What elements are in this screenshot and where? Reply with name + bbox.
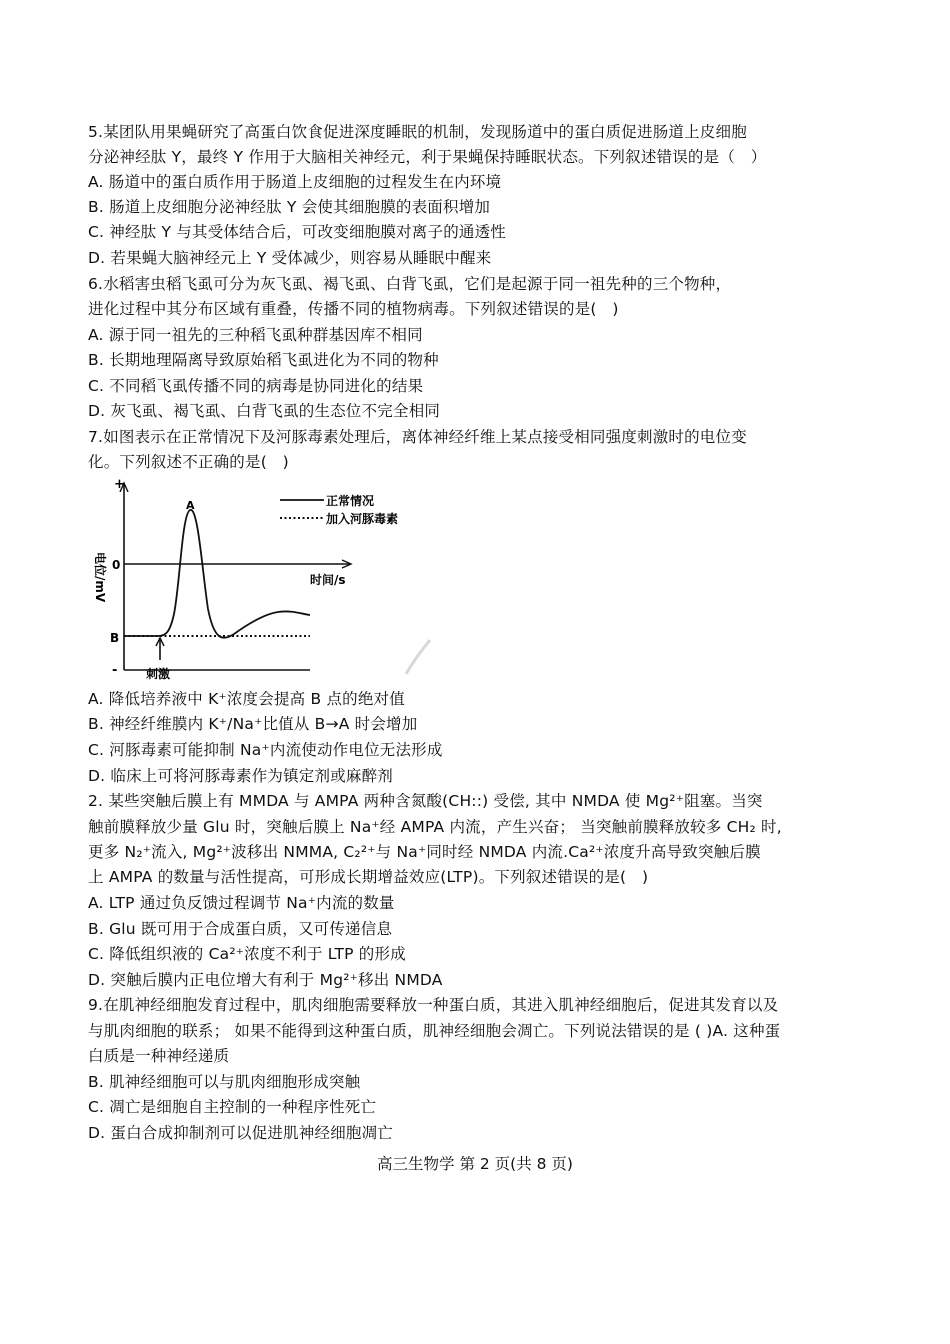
q6-stem-line2: 进化过程中其分布区域有重叠，传播不同的植物病毒。下列叙述错误的是( ) xyxy=(88,300,619,318)
q8-stem-line1: 2. 某些突触后膜上有 MMDA 与 AMPA 两种含氮酸(CH::) 受偿, 其中 NMDA 使 Mg²⁺阻塞。当突 xyxy=(88,792,763,810)
q9-stem-line2: 与肌肉细胞的联系； 如果不能得到这种蛋白质，肌神经细胞会凋亡。下列说法错误的是 ( )A. 这种蛋 xyxy=(88,1022,781,1040)
q5-option-a: A. 肠道中的蛋白质作用于肠道上皮细胞的过程发生在内环境 xyxy=(88,173,502,191)
q6-option-c: C. 不同稻飞虱传播不同的病毒是协同进化的结果 xyxy=(88,377,424,395)
potential-figure xyxy=(88,474,448,682)
q8-option-b: B. Glu 既可用于合成蛋白质，又可传递信息 xyxy=(88,920,393,938)
q9-option-d: D. 蛋白合成抑制剂可以促进肌神经细胞凋亡 xyxy=(88,1124,393,1142)
x-axis-label: 时间/s xyxy=(310,573,346,587)
q9-option-b: B. 肌神经细胞可以与肌肉细胞形成突触 xyxy=(88,1073,361,1091)
q5-option-d: D. 若果蝇大脑神经元上 Y 受体减少，则容易从睡眠中醒来 xyxy=(88,249,492,267)
q8-option-d: D. 突触后膜内正电位增大有利于 Mg²⁺移出 NMDA xyxy=(88,971,443,989)
q9-option-c: C. 凋亡是细胞自主控制的一种程序性死亡 xyxy=(88,1098,377,1116)
legend-dotted-label: 加入河豚毒素 xyxy=(326,512,399,526)
q7-option-a: A. 降低培养液中 K⁺浓度会提高 B 点的绝对值 xyxy=(88,690,405,708)
q5-option-c: C. 神经肽 Y 与其受体结合后，可改变细胞膜对离子的通透性 xyxy=(88,223,507,241)
q9-stem-line3: 白质是一种神经递质 xyxy=(88,1047,230,1065)
q5-option-b: B. 肠道上皮细胞分泌神经肽 Y 会使其细胞膜的表面积增加 xyxy=(88,198,491,216)
base-label: B xyxy=(110,631,120,645)
q8-stem-line3: 更多 N₂⁺流入, Mg²⁺波移出 NMMA, C₂²⁺与 Na⁺同时经 NMDA 内流.Ca²⁺浓度升高导致突触后膜 xyxy=(88,843,761,861)
y-axis-label: 电位/mV xyxy=(93,552,107,603)
zero-label: 0 xyxy=(112,558,121,572)
peak-label: A xyxy=(186,499,195,512)
stimulus-label: 刺激 xyxy=(146,667,171,681)
normal-curve xyxy=(124,510,310,638)
q8-stem-line4: 上 AMPA 的数量与活性提高，可形成长期增益效应(LTP)。下列叙述错误的是( ) xyxy=(88,868,649,886)
page-footer: 高三生物学 第 2 页(共 8 页) xyxy=(377,1155,573,1173)
q7-stem-line1: 7.如图表示在正常情况下及河豚毒素处理后，离体神经纤维上某点接受相同强度刺激时的电位变 xyxy=(88,428,747,446)
legend-solid-label: 正常情况 xyxy=(326,494,375,508)
q6-option-d: D. 灰飞虱、褐飞虱、白背飞虱的生态位不完全相同 xyxy=(88,402,441,420)
q7-stem-line2: 化。下列叙述不正确的是( ) xyxy=(88,453,289,471)
scan-mark xyxy=(406,640,430,674)
q5-stem-line1: 5.某团队用果蝇研究了高蛋白饮食促进深度睡眠的机制，发现肠道中的蛋白质促进肠道上皮细胞 xyxy=(88,123,747,141)
minus-label: - xyxy=(112,663,118,678)
q7-option-c: C. 河豚毒素可能抑制 Na⁺内流使动作电位无法形成 xyxy=(88,741,443,759)
q7-option-d: D. 临床上可将河豚毒素作为镇定剂或麻醉剂 xyxy=(88,767,393,785)
q8-option-a: A. LTP 通过负反馈过程调节 Na⁺内流的数量 xyxy=(88,894,395,912)
plus-label: + xyxy=(114,477,125,492)
q7-option-b: B. 神经纤维膜内 K⁺/Na⁺比值从 B→A 时会增加 xyxy=(88,715,418,733)
q6-stem-line1: 6.水稻害虫稻飞虱可分为灰飞虱、褐飞虱、白背飞虱，它们是起源于同一祖先种的三个物种， xyxy=(88,275,732,293)
q6-option-b: B. 长期地理隔离导致原始稻飞虱进化为不同的物种 xyxy=(88,351,439,369)
q9-stem-line1: 9.在肌神经细胞发育过程中，肌肉细胞需要释放一种蛋白质，其进入肌神经细胞后，促进其发育以及 xyxy=(88,996,779,1014)
q5-stem-line2: 分泌神经肽 Y，最终 Y 作用于大脑相关神经元，利于果蝇保持睡眠状态。下列叙述错误的是（ ） xyxy=(88,148,767,166)
q6-option-a: A. 源于同一祖先的三种稻飞虱种群基因库不相同 xyxy=(88,326,423,344)
q8-option-c: C. 降低组织液的 Ca²⁺浓度不利于 LTP 的形成 xyxy=(88,945,406,963)
q8-stem-line2: 触前膜释放少量 Glu 时，突触后膜上 Na⁺经 AMPA 内流，产生兴奋； 当突触前膜释放较多 CH₂ 时, xyxy=(88,818,782,836)
